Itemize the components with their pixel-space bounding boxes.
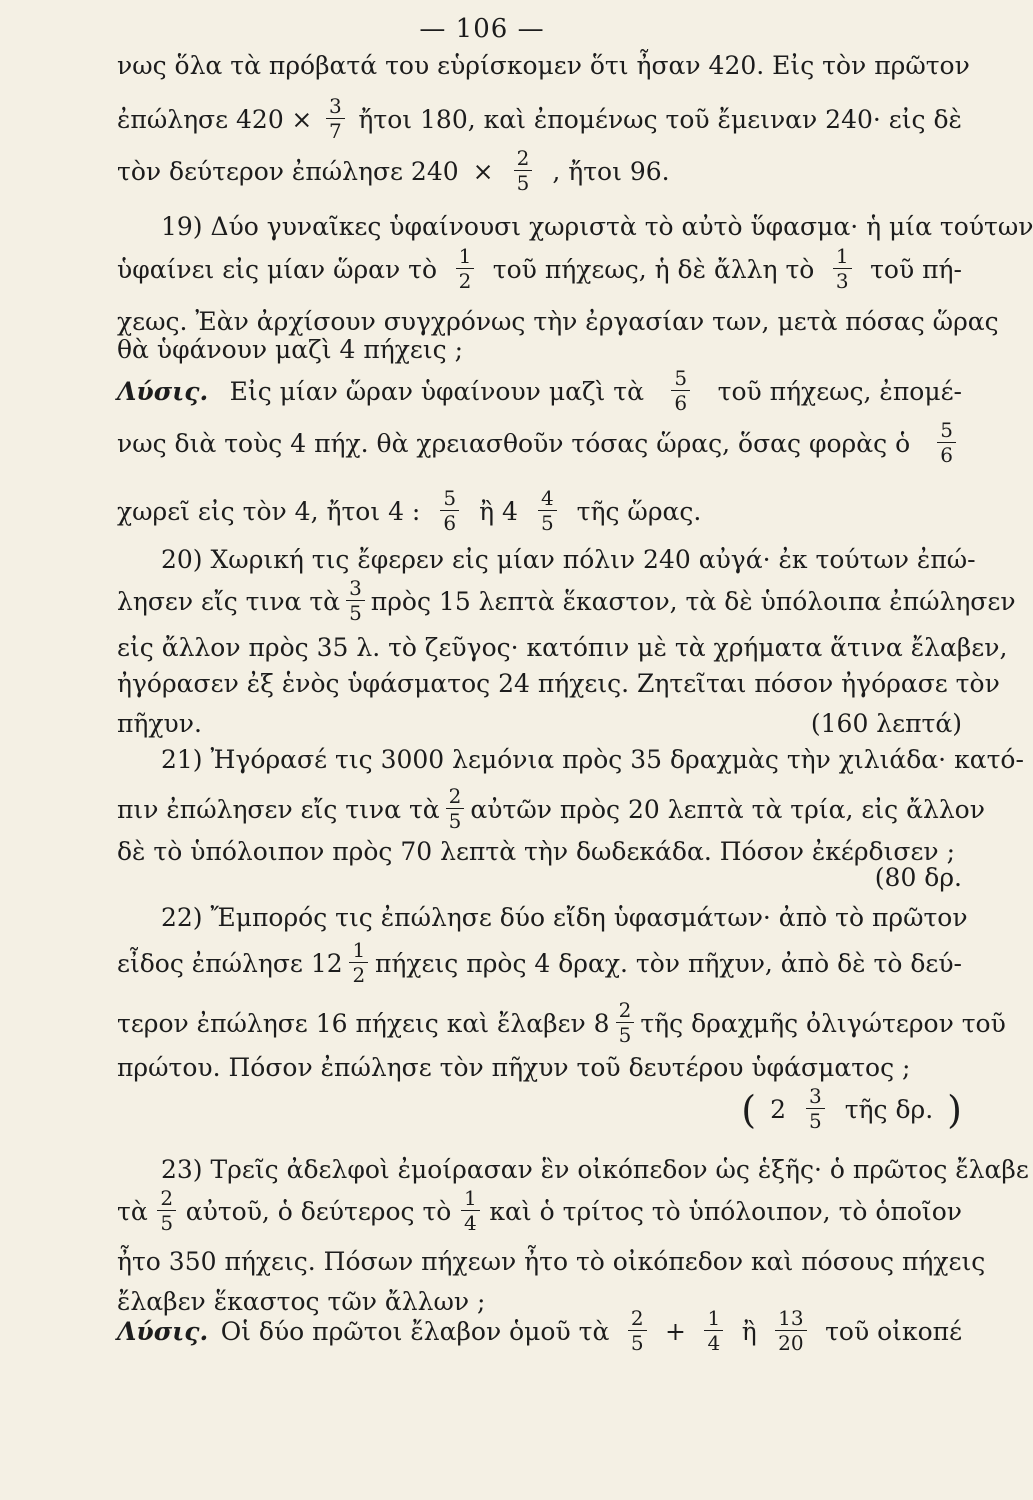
fraction-denominator: 5 <box>618 1022 632 1047</box>
fraction-denominator: 6 <box>674 390 688 415</box>
text-line <box>117 36 970 96</box>
text-run: ἢ 4 <box>479 497 518 526</box>
text-run: 21) Ἠγόρασέ τις 3000 λεμόνια πρὸς 35 δραχμὰς τὴν χιλιάδα· κατό- <box>161 745 1024 774</box>
text-line <box>117 142 962 202</box>
fraction <box>833 243 852 293</box>
text-run: τῆς δραχμῆς ὀλιγώτερον τοῦ <box>640 1009 1006 1038</box>
fraction <box>514 145 533 195</box>
text-run: ἤτοι 180, καὶ ἐπομένως τοῦ ἔμειναν 240· εἰς δὲ <box>358 105 962 134</box>
text-run: εἶδος ἐπώλησε 12 <box>117 949 343 978</box>
fraction-denominator: 6 <box>940 442 953 467</box>
fraction-denominator: 5 <box>808 1108 822 1133</box>
fraction-numerator: 3 <box>349 575 362 600</box>
fraction <box>806 1083 825 1133</box>
text-line <box>117 934 962 994</box>
text-run: 19) Δύο γυναῖκες ὑφαίνουσι χωριστὰ τὸ αὐτὸ ὕφασμα· ἡ μία τούτων <box>161 212 1033 241</box>
text-run: + <box>665 1317 686 1346</box>
text-run: 22) Ἔμπορός τις ἐπώλησε δύο εἴδη ὑφασμάτων· ἀπὸ τὸ πρῶτον <box>161 903 968 932</box>
fraction-denominator: 2 <box>352 962 366 987</box>
text-run: ἠγόρασεν ἐξ ἑνὸς ὑφάσματος 24 πήχεις. Ζητεῖται πόσον ἠγόρασε τὸν <box>117 669 1000 698</box>
text-run: × <box>472 157 494 186</box>
fraction-numerator: 2 <box>618 997 632 1022</box>
fraction <box>346 575 365 625</box>
fraction-denominator: 5 <box>349 600 362 625</box>
text-line <box>117 1080 962 1140</box>
fraction-denominator: 20 <box>778 1330 804 1355</box>
text-run: πῆχυν. <box>117 709 202 738</box>
fraction-numerator: 1 <box>352 937 366 962</box>
fraction-denominator: 5 <box>540 510 554 535</box>
text-run: ἦτο 350 πήχεις. Πόσων πήχεων ἦτο τὸ οἰκόπεδον καὶ πόσους πήχεις <box>117 1247 986 1276</box>
fraction-numerator: 1 <box>464 1185 477 1210</box>
fraction-denominator: 5 <box>630 1330 644 1355</box>
text-run: , ἤτοι 96. <box>552 157 670 186</box>
fraction <box>775 1305 806 1355</box>
fraction-numerator: 5 <box>443 485 457 510</box>
page-number: — 106 — <box>419 14 545 44</box>
fraction-numerator: 1 <box>458 243 472 268</box>
fraction-numerator: 13 <box>778 1305 804 1330</box>
text-run: νως ὅλα τὰ πρόβατά του εὑρίσκομεν ὅτι ἦσαν 420. Εἰς τὸν πρῶτον <box>117 51 970 80</box>
fraction-denominator: 5 <box>516 170 530 195</box>
text-line <box>117 414 962 474</box>
text-run: δὲ τὸ ὑπόλοιπον πρὸς 70 λεπτὰ τὴν δωδεκάδα. Πόσον ἐκέρδισεν ; <box>117 837 955 866</box>
text-run: τοῦ πήχεως, ἐπομέ- <box>717 377 962 406</box>
fraction <box>349 937 368 987</box>
text-line <box>117 1302 962 1362</box>
text-run: χεως. Ἐὰν ἀρχίσουν συγχρόνως τὴν ἐργασίαν των, μετὰ πόσας ὥρας <box>117 307 999 336</box>
fraction-denominator: 7 <box>329 118 342 143</box>
text-run: πήχεις πρὸς 4 δραχ. τὸν πῆχυν, ἀπὸ δὲ τὸ δεύ- <box>375 949 962 978</box>
fraction <box>440 485 459 535</box>
fraction <box>456 243 475 293</box>
text-run: πρώτου. Πόσον ἐπώλησε τὸν πῆχυν τοῦ δευτέρου ὑφάσματος ; <box>117 1053 911 1082</box>
text-run: (160 λεπτά) <box>810 709 962 738</box>
text-run: τοῦ οἰκοπέ <box>825 1317 963 1346</box>
text-run: τερον ἐπώλησε 16 πήχεις καὶ ἔλαβεν 8 <box>117 1009 610 1038</box>
text-run: ἐπώλησε 420 <box>117 105 284 134</box>
text-run: λησεν εἴς τινα τὰ <box>117 587 341 616</box>
fraction-numerator: 5 <box>940 417 953 442</box>
fraction-denominator: 4 <box>464 1210 477 1235</box>
text-run: αὐτῶν πρὸς 20 λεπτὰ τὰ τρία, εἰς ἄλλον <box>470 795 985 824</box>
text-run: 23) Τρεῖς ἀδελφοὶ ἐμοίρασαν ἓν οἰκόπεδον ὡς ἑξῆς· ὁ πρῶτος ἔλαβε <box>161 1155 1029 1184</box>
fraction-denominator: 6 <box>443 510 457 535</box>
fraction-numerator: 2 <box>516 145 530 170</box>
solution-label: Λύσις. <box>117 377 209 406</box>
fraction <box>538 485 557 535</box>
fraction-numerator: 1 <box>835 243 849 268</box>
fraction-numerator: 4 <box>540 485 554 510</box>
text-run: × <box>291 105 313 134</box>
text-run: ἔλαβεν ἕκαστος τῶν ἄλλων ; <box>117 1287 486 1316</box>
fraction <box>461 1185 480 1235</box>
fraction-denominator: 5 <box>160 1210 174 1235</box>
text-run: νως διὰ τοὺς 4 πήχ. θὰ χρειασθοῦν τόσας ὥρας, ὅσας φορὰς ὁ <box>117 429 911 458</box>
text-run: ἢ <box>741 1317 757 1346</box>
text-run: ὑφαίνει εἰς μίαν ὥραν τὸ <box>117 255 438 284</box>
text-run: πρὸς 15 λεπτὰ ἕκαστον, τὰ δὲ ὑπόλοιπα ἐπώλησεν <box>370 587 1016 616</box>
text-run: καὶ ὁ τρίτος τὸ ὑπόλοιπον, τὸ ὁποῖον <box>489 1197 962 1226</box>
fraction <box>326 93 345 143</box>
text-line <box>117 362 962 422</box>
text-line <box>117 90 962 150</box>
fraction-numerator: 2 <box>160 1185 174 1210</box>
text-run: εἰς ἄλλον πρὸς 35 λ. τὸ ζεῦγος· κατόπιν μὲ τὰ χρήματα ἅτινα ἔλαβεν, <box>117 633 1008 662</box>
parenthesis: ( <box>741 1088 757 1132</box>
text-run: τῆς ὥρας. <box>576 497 702 526</box>
text-run: πιν ἐπώλησεν εἴς τινα τὰ <box>117 795 440 824</box>
text-run: τῆς δρ. <box>844 1095 934 1124</box>
fraction <box>704 1305 723 1355</box>
fraction-numerator: 3 <box>329 93 342 118</box>
fraction <box>157 1185 176 1235</box>
text-run: τὸν δεύτερον ἐπώλησε 240 <box>117 157 459 186</box>
text-run: Οἱ δύο πρῶτοι ἔλαβον ὁμοῦ τὰ <box>220 1317 610 1346</box>
fraction-denominator: 2 <box>458 268 472 293</box>
fraction-numerator: 2 <box>630 1305 644 1330</box>
fraction <box>937 417 956 467</box>
solution-label: Λύσις. <box>117 1317 209 1346</box>
text-run: 20) Χωρική τις ἔφερεν εἰς μίαν πόλιν 240 αὐγά· ἐκ τούτων ἐπώ- <box>161 545 976 574</box>
fraction-numerator: 5 <box>674 365 688 390</box>
fraction-numerator: 2 <box>448 783 462 808</box>
text-run: αὐτοῦ, ὁ δεύτερος τὸ <box>185 1197 452 1226</box>
text-run: θὰ ὑφάνουν μαζὶ 4 πήχεις ; <box>117 335 464 364</box>
text-run: 2 <box>770 1095 786 1124</box>
parenthesis: ) <box>947 1088 962 1132</box>
fraction-numerator: 1 <box>707 1305 721 1330</box>
text-run: χωρεῖ εἰς τὸν 4, ἤτοι 4 : <box>117 497 421 526</box>
fraction-denominator: 3 <box>835 268 849 293</box>
text-run: τοῦ πή- <box>870 255 962 284</box>
fraction-numerator: 3 <box>808 1083 822 1108</box>
text-run: (80 δρ. <box>874 863 962 892</box>
text-run: τὰ <box>117 1197 148 1226</box>
fraction-denominator: 5 <box>448 808 462 833</box>
fraction <box>671 365 690 415</box>
text-line <box>117 240 962 300</box>
text-run: Εἰς μίαν ὥραν ὑφαίνουν μαζὶ τὰ <box>229 377 644 406</box>
fraction <box>628 1305 647 1355</box>
text-run: τοῦ πήχεως, ἡ δὲ ἄλλη τὸ <box>492 255 815 284</box>
fraction-denominator: 4 <box>707 1330 721 1355</box>
